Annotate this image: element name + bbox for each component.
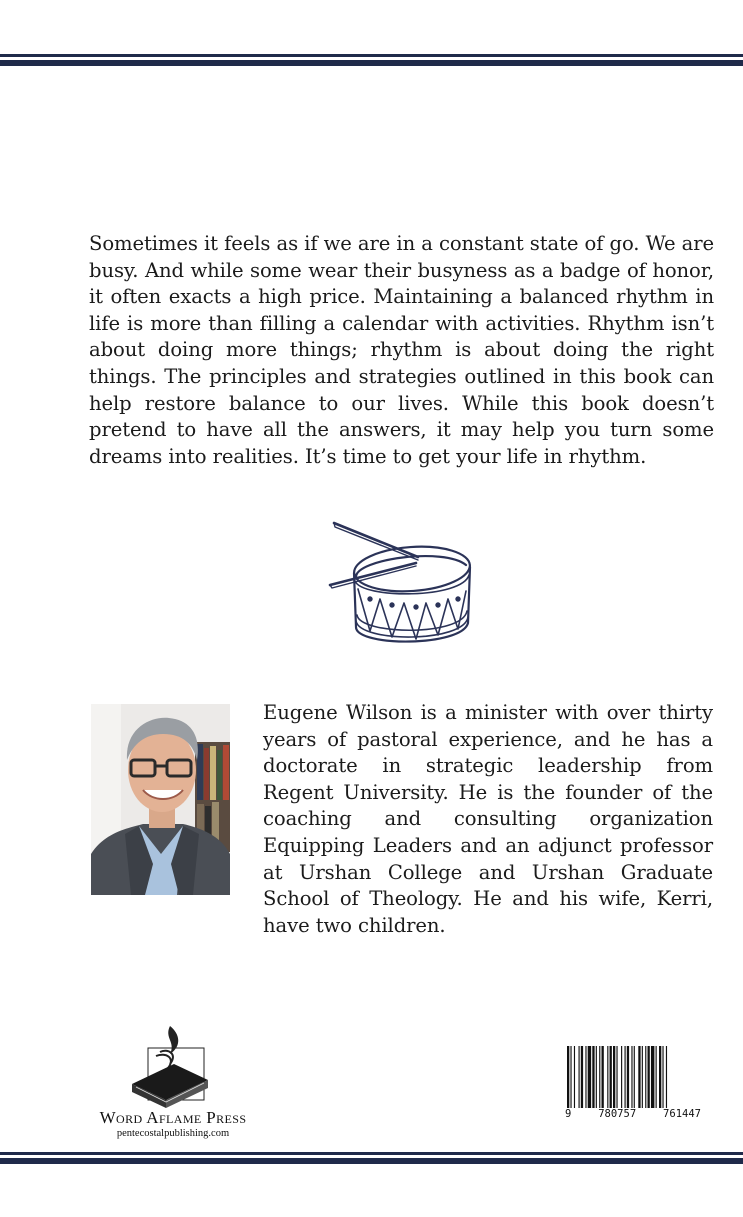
author-portrait-illustration: [91, 704, 230, 895]
author-photo: [91, 704, 230, 895]
author-bio: Eugene Wilson is a minister with over thirty years of pastoral experience, and he has a doctorate in strategic leadership from Regent University. He is the founder of the coaching and consulting organization Equipping Leaders and an adjunct professor at Urshan College and Urshan Graduate School of Theology. He and his wife, Kerri, have two children.: [263, 701, 713, 937]
book-with-flame-icon: [130, 1024, 210, 1108]
back-cover-blurb: Sometimes it feels as if we are in a constant state of go. We are busy. And while some wear their busyness as a badge of honor, it often exacts a high price. Maintaining a balanced rhythm in life is more than filling a calendar with activities. Rhythm isn’t about doing more things; rhythm is about doing the right things. The principles and strategies outlined in this book can help restore balance to our lives. While this book doesn’t pretend to have all the answers, it may help you turn some dreams into realities. It’s time to get your life in rhythm.: [89, 232, 714, 468]
isbn-prefix: 9: [565, 1108, 572, 1120]
top-border-rule: [0, 54, 743, 66]
isbn-group-1: 780757: [598, 1108, 637, 1120]
publisher-name: Word Aflame Press: [99, 1108, 247, 1127]
drum-with-sticks-icon: [326, 519, 474, 659]
isbn-digits: [563, 1108, 703, 1120]
publisher-website: pentecostalpublishing.com: [116, 1128, 230, 1139]
publisher-logo-block: [88, 1024, 258, 1142]
isbn-barcode: [563, 1046, 703, 1116]
isbn-group-2: 761447: [663, 1108, 701, 1120]
bottom-border-rule: [0, 1152, 743, 1164]
